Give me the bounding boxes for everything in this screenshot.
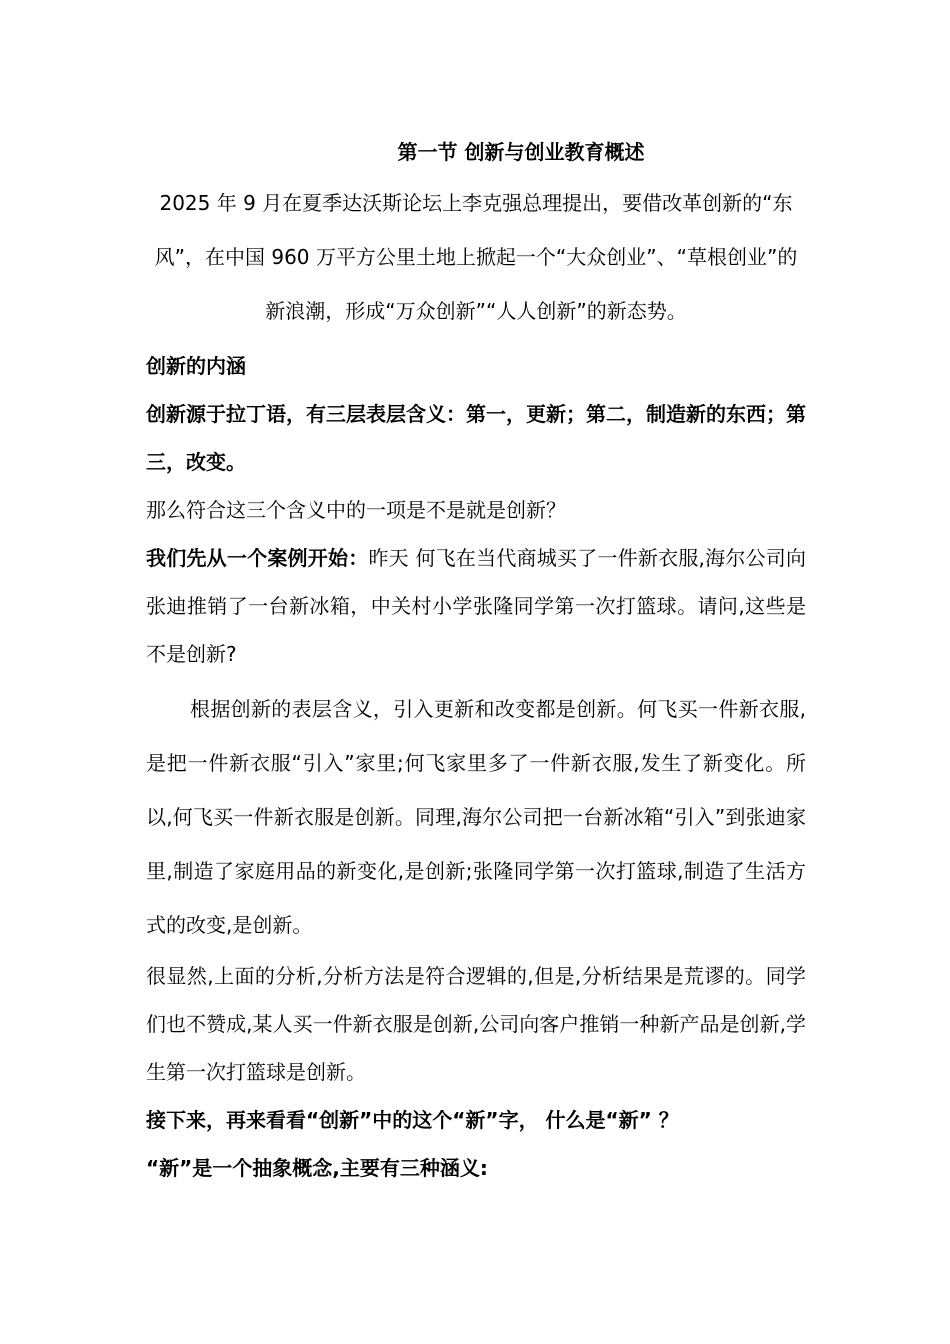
question-paragraph: 那么符合这三个含义中的一项是不是就是创新？ (146, 498, 566, 522)
intro-paragraph: 2025 年 9 月在夏季达沃斯论坛上李克强总理提出，要借改革创新的“东风”，在中国 960 万平方公里土地上掀起一个“大众创业”、“草根创业”的新浪潮，形成“万众创新”“人人创新”的新态势。 (154, 191, 798, 323)
document-body (146, 128, 806, 1192)
case-lead: 我们先从一个案例开始： (146, 546, 369, 570)
section-heading: 创新的内涵 (146, 354, 246, 378)
definition-paragraph: 创新源于拉丁语，有三层表层含义：第一，更新；第二，制造新的东西；第三，改变。 (146, 402, 806, 474)
case-paragraph (146, 534, 806, 678)
case-body: 昨天 何飞在当代商城买了一件新衣服,海尔公司向张迪推销了一台新冰箱，中关村小学张隆同学第一次打篮球。请问,这些是不是创新? (146, 546, 807, 666)
analysis-paragraph: 根据创新的表层含义，引入更新和改变都是创新。何飞买一件新衣服,是把一件新衣服“引入”家里;何飞家里多了一件新衣服,发生了新变化。所以,何飞买一件新衣服是创新。同理,海尔公司把一台新冰箱“引入”到张迪家里,制造了家庭用品的新变化,是创新;张隆同学第一次打篮球,制造了生活方式的改变,是创新。 (146, 697, 806, 937)
next-question-paragraph: 接下来，再来看看“创新”中的这个“新”字， 什么是“新” ？ (146, 1108, 679, 1132)
conclusion-paragraph: 很显然,上面的分析,分析方法是符合逻辑的,但是,分析结果是荒谬的。同学们也不赞成,某人买一件新衣服是创新,公司向客户推销一种新产品是创新,学生第一次打篮球是创新。 (146, 964, 806, 1084)
new-meaning-paragraph: “新”是一个抽象概念,主要有三种涵义: (146, 1156, 488, 1180)
page-title: 第一节 创新与创业教育概述 (397, 140, 645, 164)
